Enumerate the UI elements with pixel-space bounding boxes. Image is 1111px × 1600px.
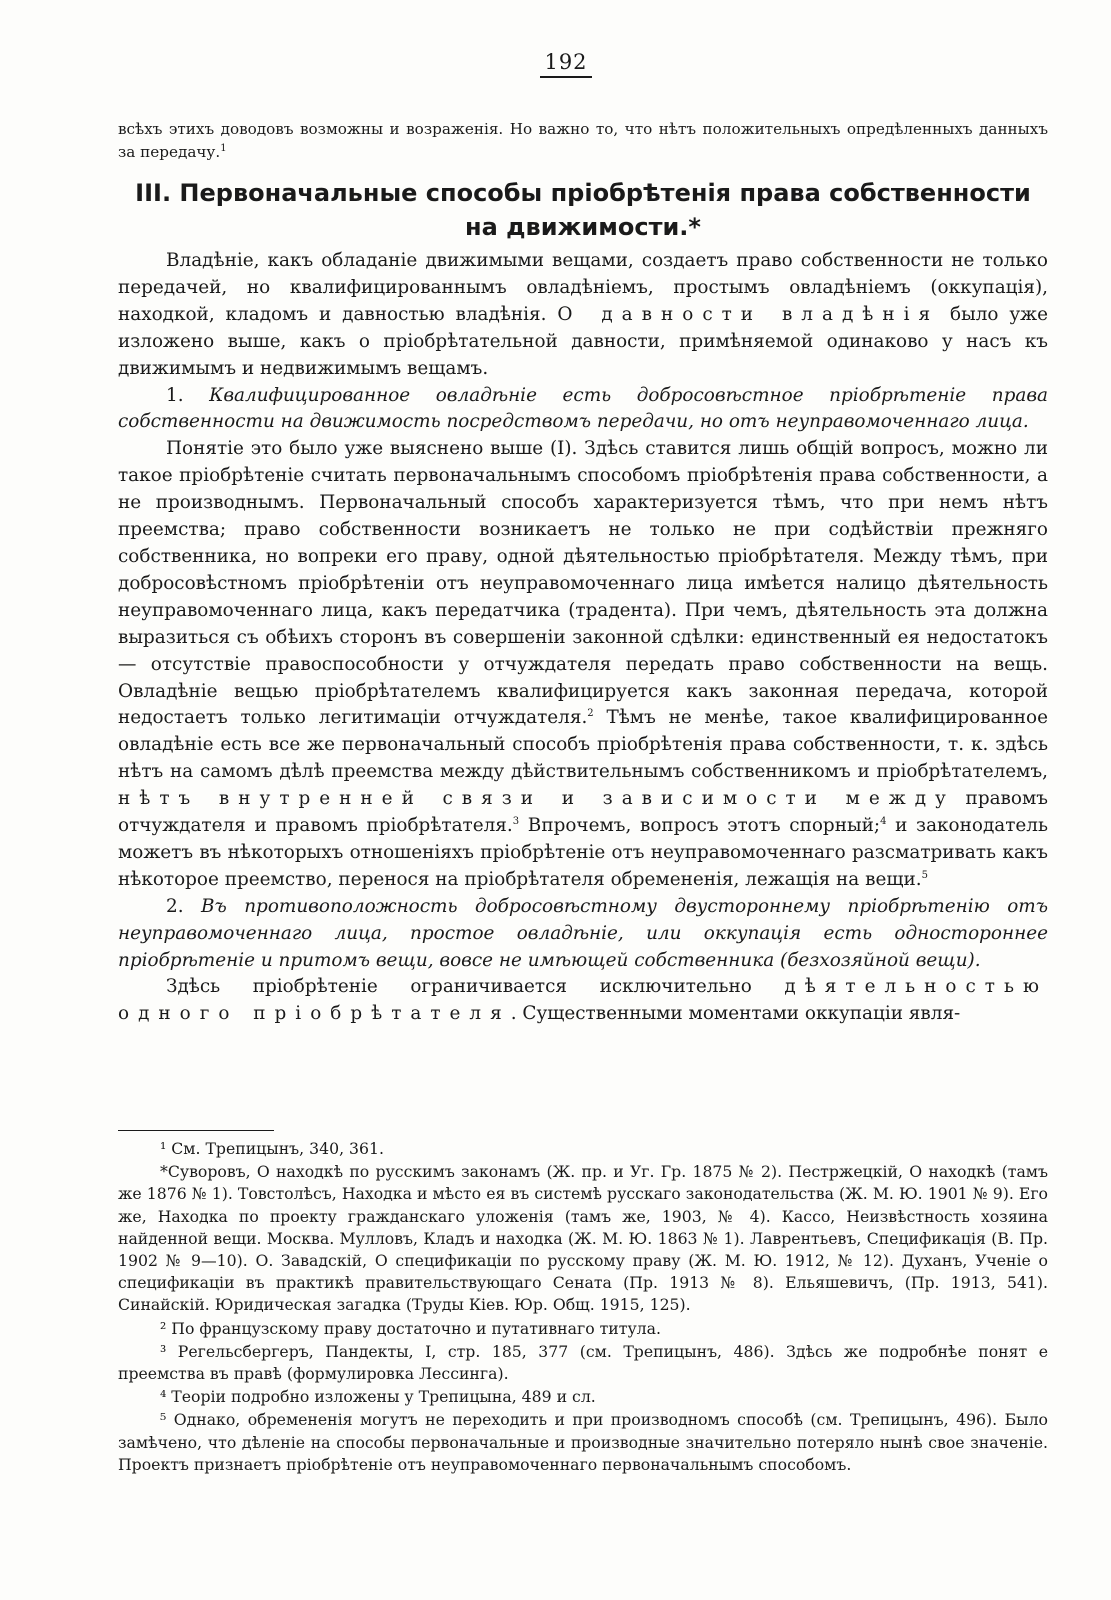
intro-text: всѣхъ этихъ доводовъ возможны и возраженія. Но важно то, что нѣтъ положительныхъ опредѣленныхъ данныхъ за передачу.$^1$ [118,120,1048,161]
subsection-1: 1. Квалифицированное овладѣніе есть добросовѣстное пріобрѣтеніе права собственности на движимость посредствомъ передачи, но отъ неуправомоченнаго лица. [118,384,1048,433]
footnote-4: ⁴ Теоріи подробно изложены у Трепицына, 489 и сл. [160,1387,596,1407]
heading-line-2: на движимости.* [465,213,701,241]
section-heading [118,176,1048,244]
footnote-1: ¹ См. Трепицынъ, 340, 361. [160,1139,384,1158]
paragraph-1: Владѣніе, какъ обладаніе движимыми вещами, создаетъ право собственности не только передачей, но квалифицированнымъ овладѣніемъ, простымъ овладѣніемъ (оккупація), находкой, кладомъ и давностью владѣнія. О давности владѣнія было уже изложено выше, какъ о пріобрѣтательной давности, примѣняемой одинаково у насъ къ движимымъ и недвижимымъ вещамъ. [118,250,1048,379]
footnote-2: ² По французскому праву достаточно и путативнаго титула. [160,1318,661,1338]
footnotes [118,1138,1048,1477]
footnote-divider [118,1130,274,1131]
paragraph-2: Понятіе это было уже выяснено выше (I). Здѣсь ставится лишь общій вопросъ, можно ли такое пріобрѣтеніе считать первоначальнымъ способомъ пріобрѣтенія права собственности, а не производнымъ. Первоначальный способъ характеризуется тѣмъ, что при немъ нѣтъ преемства; право собственности возникаетъ не только не при содѣйствіи прежняго собственника, но вопреки его праву, одной дѣятельностью пріобрѣтателя. Между тѣмъ, при добросовѣстномъ пріобрѣтеніи отъ неуправомоченнаго лица имѣется налицо дѣятельность неуправомоченнаго лица, какъ передатчика (традента). При чемъ, дѣятельность эта должна выразиться съ обѣихъ сторонъ въ совершеніи законной сдѣлки: единственный ея недостатокъ — отсутствіе правоспособности у отчуждателя передать право собственности на вещь. Овладѣніе вещью пріобрѣтателемъ квалифицируется какъ законная передача, которой недостаетъ только легитимаціи отчуждателя.$^2$ Тѣмъ не менѣе, такое квалифицированное овладѣніе есть все же первоначальный способъ пріобрѣтенія права собственности, т. к. здѣсь нѣтъ на самомъ дѣлѣ преемства между дѣйствительнымъ собственникомъ и пріобрѣтателемъ, нѣтъ внутренней связи и зависимости между правомъ отчуждателя и правомъ пріобрѣтателя.$^3$ Впрочемъ, вопросъ этотъ спорный;$^4$ и законодатель можетъ въ нѣкоторыхъ отношеніяхъ пріобрѣтеніе отъ неуправомоченнаго разсматривать какъ нѣкоторое преемство, перенося на пріобрѣтателя обремененія, лежащія на вещи.$^5$ [118,438,1048,890]
footnote-5: ⁵ Однако, обремененія могутъ не переходить и при производномъ способѣ (см. Трепицынъ, 496). Было замѣчено, что дѣленіе на способы первоначальные и производные значительно потеряло нынѣ свое значеніе. Проектъ признаетъ пріобрѣтеніе отъ неуправомоченнаго первоначальнымъ способомъ. [118,1410,1048,1474]
main-text [118,248,1048,1028]
paragraph-3: Здѣсь пріобрѣтеніе ограничивается исключительно дѣятельностью одного пріобрѣтателя. Существенными моментами оккупаціи явля- [118,976,1048,1025]
heading-line-1: III. Первоначальные способы пріобрѣтенія права собственности [135,179,1031,207]
page-number: 192 [0,50,1111,74]
footnote-star: *Суворовъ, О находкѣ по русскимъ законамъ (Ж. пр. и Уг. Гр. 1875 № 2). Пестржецкій, О находкѣ (тамъ же 1876 № 1). Товстолѣсъ, Находка и мѣсто ея въ системѣ русскаго законодательства (Ж. М. Ю. 1901 № 9). Его же, Находка по проекту гражданскаго уложенія (тамъ же, 1903, № 4). Кассо, Неизвѣстность хозяина найденной вещи. Москва. Мулловъ, Кладъ и находка (Ж. М. Ю. 1863 № 1). Лаврентьевъ, Спецификація (В. Пр. 1902 № 9—10). О. Завадскій, О спецификаціи по русскому праву (Ж. М. Ю. 1912, № 12). Духанъ, Ученіе о спецификаціи въ практикѣ правительствующаго Сената (Пр. 1913 № 8). Ельяшевичъ, (Пр. 1913, 541). Синайскій. Юридическая загадка (Труды Кіев. Юр. Общ. 1915, 125). [118,1162,1048,1315]
footnote-3: ³ Регельсбергеръ, Пандекты, I, стр. 185, 377 (см. Трепицынъ, 486). Здѣсь же подробнѣе понят е преемства въ правѣ (формулировка Лессинга). [118,1341,1048,1384]
subsection-2: 2. Въ противоположность добросовѣстному двустороннему пріобрѣтенію отъ неуправомоченнаго лица, простое овладѣніе, или оккупація есть одностороннее пріобрѣтеніе и притомъ вещи, вовсе не имѣющей собственника (безхозяйной вещи). [118,895,1048,971]
